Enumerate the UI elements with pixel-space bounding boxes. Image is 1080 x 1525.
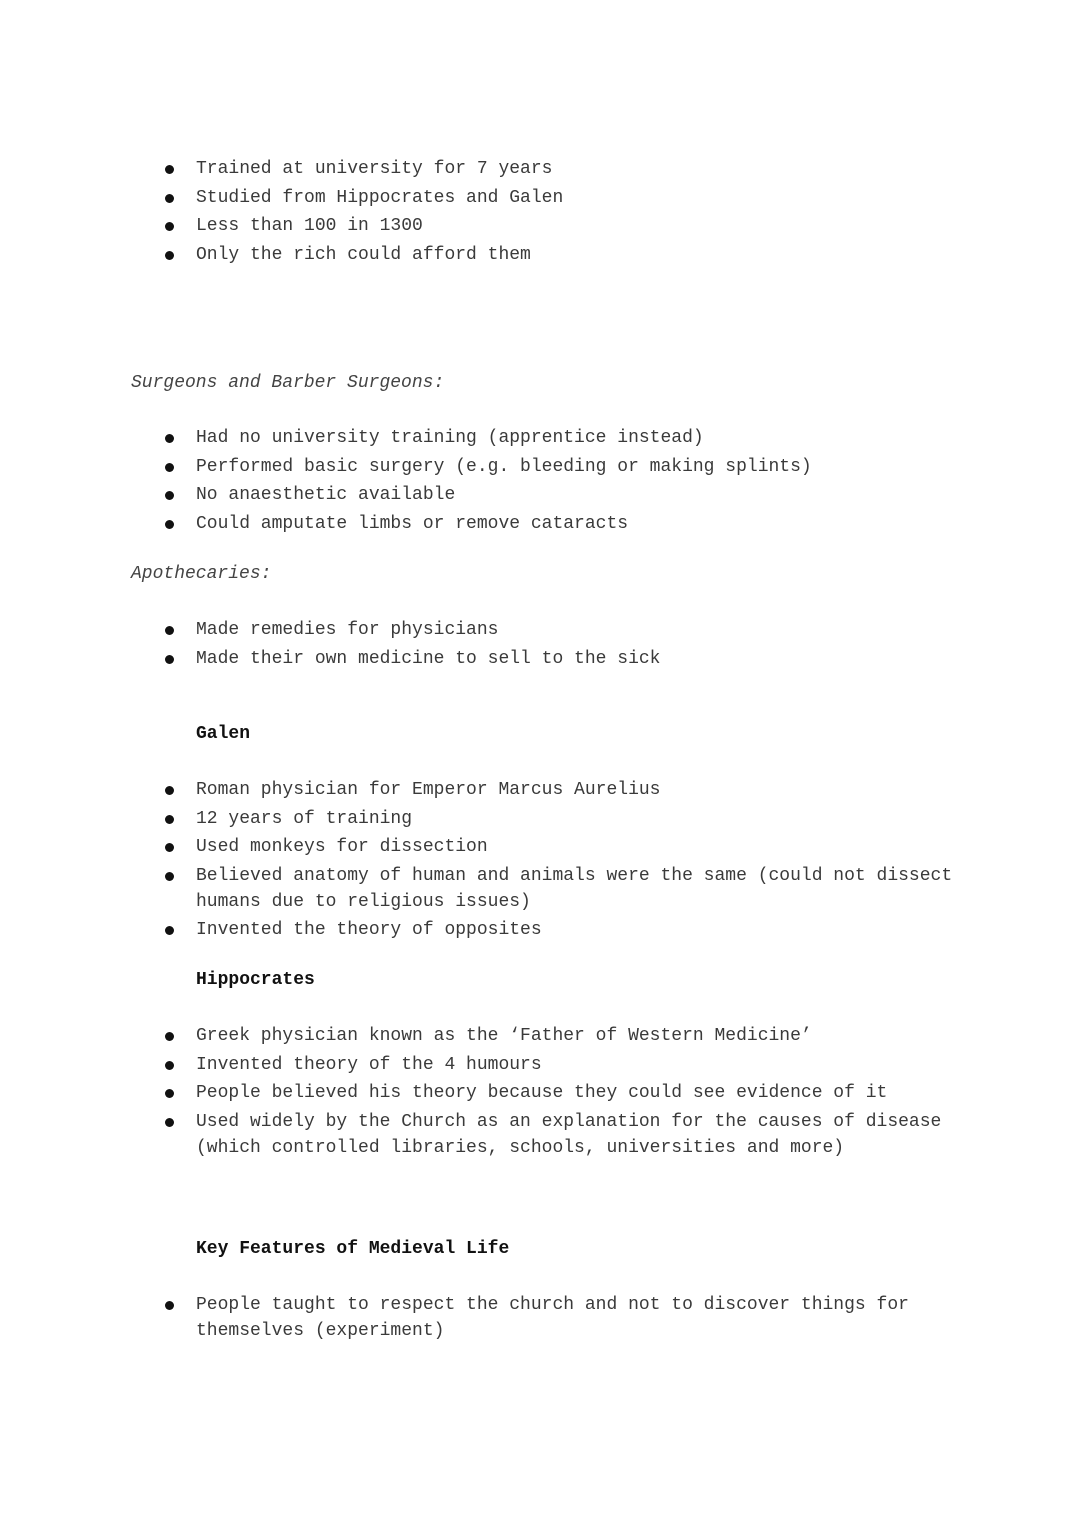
list-item-text: Made remedies for physicians (196, 620, 499, 640)
bullet-icon (165, 434, 174, 443)
list-item-text: 12 years of training (196, 808, 413, 829)
list-item-text: Believed anatomy of human and animals were the same (could not dissect humans due to religious issues) (196, 865, 953, 912)
list-item (0, 511, 1080, 537)
hippocrates-list (0, 1023, 1080, 1161)
list-item (0, 454, 1080, 480)
list-item (0, 834, 1080, 860)
bullet-icon (165, 815, 174, 824)
list-item-text: Used monkeys for dissection (196, 837, 488, 857)
bullet-icon (165, 165, 174, 174)
list-item-text: Greek physician known as the ‘Father of Western Medicine’ (196, 1026, 812, 1046)
list-item-text: Trained at university for 7 years (196, 159, 553, 179)
list-item (0, 1292, 1080, 1344)
medieval-life-section (0, 1292, 1080, 1347)
list-item (0, 863, 1080, 915)
list-item (0, 242, 1080, 268)
list-item-text: Had no university training (apprentice instead) (196, 428, 704, 448)
bullet-icon (165, 491, 174, 500)
list-item-text: Roman physician for Emperor Marcus Aurelius (196, 780, 661, 800)
list-item (0, 777, 1080, 803)
list-item-text: Invented theory of the 4 humours (196, 1054, 542, 1075)
list-item (0, 482, 1080, 508)
galen-section (0, 777, 1080, 946)
list-item-text: Could amputate limbs or remove cataracts (196, 513, 629, 534)
bullet-icon (165, 194, 174, 203)
medieval-life-list (0, 1292, 1080, 1344)
list-item (0, 156, 1080, 182)
bullet-icon (165, 655, 174, 664)
hippocrates-heading: Hippocrates (196, 970, 315, 990)
bullet-icon (165, 1061, 174, 1070)
list-item (0, 1052, 1080, 1078)
surgeons-heading: Surgeons and Barber Surgeons: (131, 373, 445, 393)
list-item-text: Used widely by the Church as an explanation for the causes of disease (which controlled libraries, schools, universities and more) (196, 1111, 942, 1158)
apothecaries-list (0, 617, 1080, 672)
bullet-icon (165, 251, 174, 260)
list-item-text: Invented the theory of opposites (196, 920, 542, 940)
surgeons-list (0, 425, 1080, 537)
list-item (0, 213, 1080, 239)
galen-list (0, 777, 1080, 943)
list-item (0, 1023, 1080, 1049)
list-item (0, 917, 1080, 943)
physicians-list (0, 156, 1080, 268)
medieval-life-heading: Key Features of Medieval Life (196, 1239, 510, 1259)
bullet-icon (165, 872, 174, 881)
bullet-icon (165, 1301, 174, 1310)
bullet-icon (165, 926, 174, 935)
hippocrates-section (0, 1023, 1080, 1163)
list-item (0, 1080, 1080, 1106)
list-item-text: People believed his theory because they could see evidence of it (196, 1083, 888, 1103)
bullet-icon (165, 520, 174, 529)
list-item (0, 425, 1080, 451)
bullet-icon (165, 222, 174, 231)
bullet-icon (165, 1089, 174, 1098)
list-item-text: Made their own medicine to sell to the sick (196, 648, 661, 669)
list-item (0, 806, 1080, 832)
bullet-icon (165, 626, 174, 635)
galen-heading: Galen (196, 724, 251, 744)
list-item-text: No anaesthetic available (196, 485, 456, 505)
bullet-icon (165, 1118, 174, 1127)
bullet-icon (165, 1032, 174, 1041)
list-item (0, 646, 1080, 672)
bullet-icon (165, 786, 174, 795)
list-item-text: People taught to respect the church and not to discover things for themselves (experiment) (196, 1295, 909, 1341)
physicians-section (0, 156, 1080, 270)
list-item-text: Only the rich could afford them (196, 244, 531, 265)
surgeons-section (0, 425, 1080, 539)
list-item-text: Studied from Hippocrates and Galen (196, 187, 564, 208)
list-item (0, 185, 1080, 211)
bullet-icon (165, 463, 174, 472)
list-item-text: Performed basic surgery (e.g. bleeding or making splints) (196, 456, 812, 477)
list-item-text: Less than 100 in 1300 (196, 216, 423, 236)
apothecaries-heading: Apothecaries: (131, 564, 272, 584)
list-item (0, 617, 1080, 643)
apothecaries-section (0, 617, 1080, 674)
list-item (0, 1109, 1080, 1161)
bullet-icon (165, 843, 174, 852)
